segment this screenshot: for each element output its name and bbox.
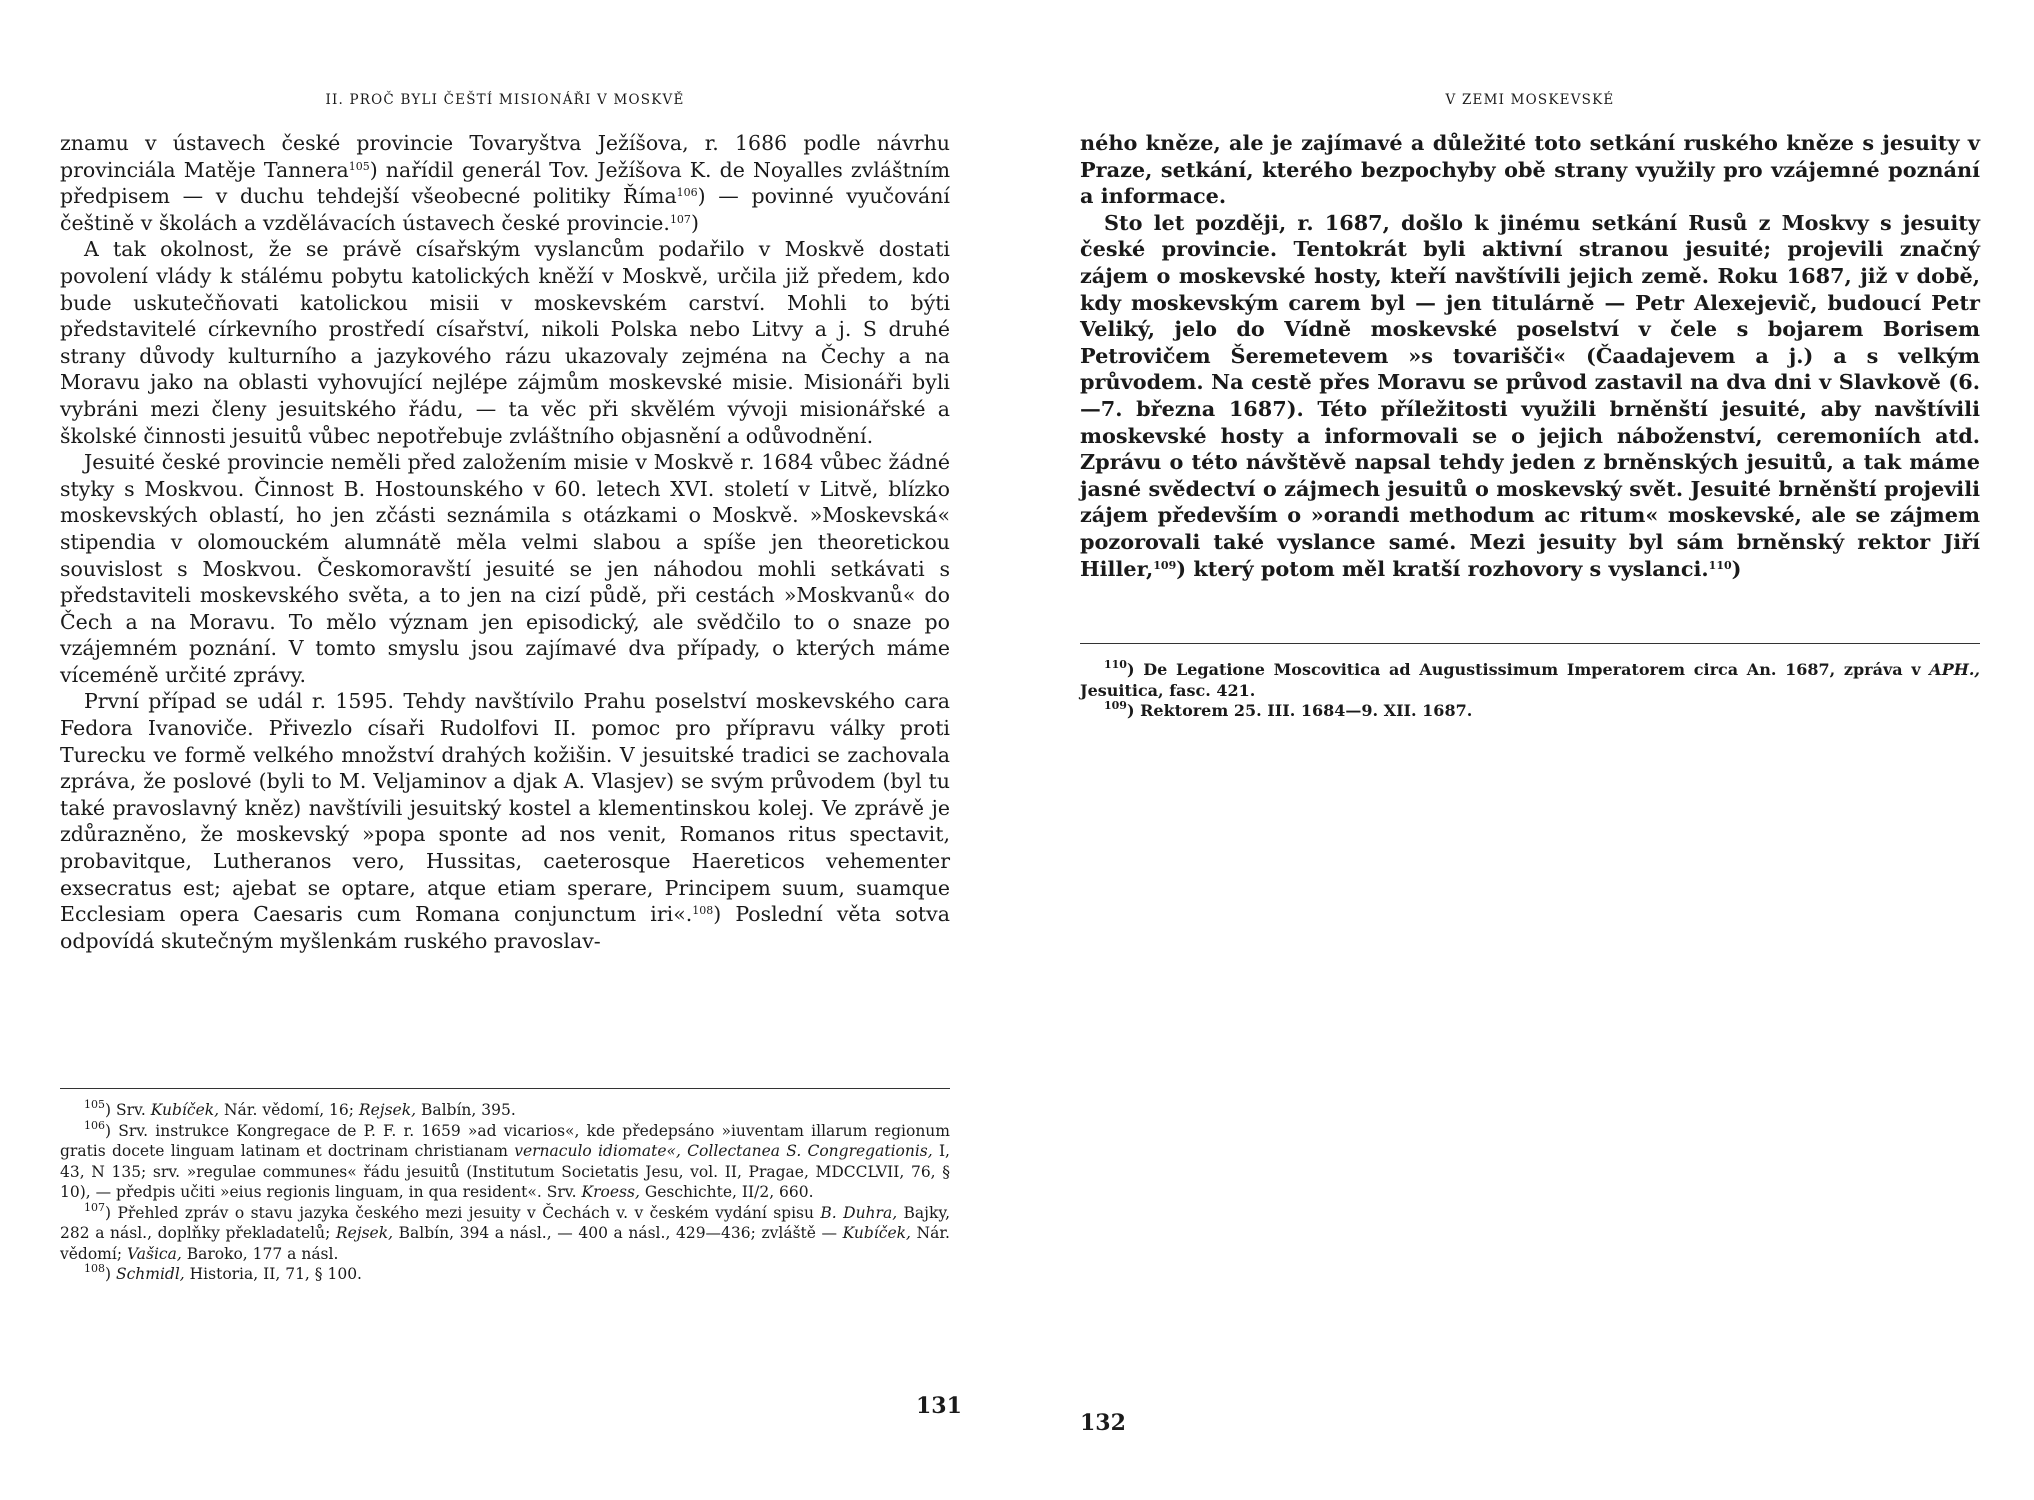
paragraph: Jesuité české provincie neměli před založením misie v Moskvě r. 1684 vůbec žádné styky s Moskvou. Činnost B. Hostounského v 60. letech XVI. století v Litvě, blízko moskevských oblastí, ho jen zčásti seznámila s otázkami o Moskvě. »Moskevská« stipendia v olomouckém alumnátě měla velmi slabou a spíše jen theoretickou souvislost s Moskvou. Českomoravští jesuité se jen náhodou mohli setkávati s představiteli moskevského světa, a to jen na cizí půdě, při cestách »Moskvanů« do Čech a na Moravu. To mělo význam jen episodický, ale svědčilo to o snaze po vzájemném poznání. V tomto smyslu jsou zajímavé dva případy, o kterých máme víceméně určité zprávy.: [60, 450, 950, 687]
footnote: $^{107}$) Přehled zpráv o stavu jazyka českého mezi jesuity v Čechách v. v českém vydání spisu B. Duhra, Bajky, 282 a násl., doplňky překladatelů; Rejsek, Balbín, 394 a násl., — 400 a násl., 429—436; zvláště — Kubíček, Nár. vědomí; Vašica, Baroko, 177 a násl.: [60, 1200, 951, 1263]
paragraph: První případ se udál r. 1595. Tehdy navštívilo Prahu poselství moskevského cara Fedora Ivanoviče. Přivezlo císaři Rudolfovi II. pomoc pro přípravu války proti Turecku ve formě velkého množství drahých kožišin. V jesuitské tradici se zachovala zpráva, že poslové (byli to M. Veljaminov a djak A. Vlasjev) se svým průvodem (byl tu také pravoslavný kněz) navštívili jesuitský kostel a klementinskou kolej. Ve zprávě je zdůrazněno, že moskevský »popa sponte ad nos venit, Romanos ritus spectavit, probavitque, Lutheranos vero, Hussitas, caeterosque Haereticos vehementer exsecratus est; ajebat se optare, atque etiam sperare, Principem suum, suamque Ecclesiam opera Caesaris cum Romana conjunctum iri«.$^{108}$) Poslední věta sotva odpovídá skutečným myšlenkám ruského pravoslav-: [60, 689, 950, 953]
paragraph: A tak okolnost, že se právě císařským vyslancům podařilo v Moskvě dostati povolení vlády k stálému pobytu katolických kněží v Moskvě, určila již předem, kdo bude uskutečňovati katolickou misii v moskevském carství. Mohli to býti představitelé církevního prostředí císařství, nikoli Polska nebo Litvy a j. S druhé strany důvody kulturního a jazykového rázu ukazovaly zejména na Čechy a na Moravu jako na oblasti vyhovující nejlépe zájmům moskevské misie. Misionáři byli vybráni mezi členy jesuitského řádu, — ta věc při skvělém vývoji misionářské a školské činnosti jesuitů vůbec nepotřebuje zvláštního objasnění a odůvodnění.: [60, 237, 950, 448]
footnotes-right: [1080, 660, 1980, 722]
running-header-right: V ZEMI MOSKEVSKÉ: [1445, 92, 1615, 108]
paragraph: znamu v ústavech české provincie Tovaryštva Ježíšova, r. 1686 podle návrhu provinciála Matěje Tannera$^{105}$) nařídil generál Tov. Ježíšova K. de Noyalles zvláštním předpisem — v duchu tehdejší všeobecné politiky Říma$^{106}$) — povinné vyučování češtině v školách a vzdělávacích ústavech české provincie.$^{107}$): [60, 131, 951, 235]
footnote-ref[interactable]: 107: [669, 212, 691, 226]
footnote: $^{105}$) Srv. Kubíček, Nár. vědomí, 16; Rejsek, Balbín, 395.: [84, 1098, 516, 1119]
footnote-separator: [60, 1088, 950, 1089]
footnotes-left: [60, 1100, 950, 1285]
page-number: 131: [916, 1393, 962, 1419]
running-header-left: II. PROČ BYLI ČEŠTÍ MISIONÁŘI V MOSKVĚ: [325, 92, 685, 108]
footnote: $^{109}$) Rektorem 25. III. 1684—9. XII. 1687.: [1104, 699, 1473, 720]
page-number: 132: [1080, 1410, 1126, 1436]
paragraph: Sto let později, r. 1687, došlo k jinému setkání Rusů z Moskvy s jesuity české provincie. Tentokrát byli aktivní stranou jesuité; projevili značný zájem o moskevské hosty, kteří navštívili jejich země. Roku 1687, již v době, kdy moskevským carem byl — jen titulárně — Petr Alexejevič, budoucí Petr Veliký, jelo do Vídně moskevské poselství v čele s bojarem Borisem Petrovičem Šeremetevem »s tovarišči« (Čaadajevem a j.) a s velkým průvodem. Na cestě přes Moravu se průvod zastavil na dva dni v Slavkově (6.—7. března 1687). Této příležitosti využili brněnští jesuité, aby navštívili moskevské hosty a informovali se o jejich náboženství, ceremoniích atd. Zprávu o této návštěvě napsal tehdy jeden z brněnských jesuitů, a tak máme jasné svědectví o zájmech jesuitů o moskevský svět. Jesuité brněnští projevili zájem především o »orandi methodum ac ritum« moskevské, ale se zájmem pozorovali také vyslance samé. Mezi jesuity byl sám brněnský rektor Jiří Hiller,$^{109}$) který potom měl kratší rozhovory s vyslanci.$^{110}$): [1080, 209, 1980, 581]
footnote: $^{106}$) Srv. instrukce Kongregace de P. F. r. 1659 »ad vicarios«, kde předepsáno »iuventam illarum regionum gratis docete linguam latinam et doctrinam christianam vernaculo idiomate«, Collectanea S. Congregationis, I, 43, N 135; srv. »regulae communes« řádu jesuitů (Institutum Societatis Jesu, vol. II, Pragae, MDCCLVII, 76, § 10), — předpis učiti »eius regionis linguam, in qua resident«. Srv. Kroess, Geschichte, II/2, 660.: [60, 1118, 950, 1201]
right-page: [1080, 0, 1980, 1500]
footnote-ref[interactable]: 110: [1708, 558, 1732, 572]
body-text-right: [1080, 130, 1980, 582]
footnote-ref[interactable]: 108: [692, 904, 714, 918]
paragraph: ného kněze, ale je zajímavé a důležité toto setkání ruského kněze s jesuity v Praze, setkání, kterého bezpochyby obě strany využily pro vzájemné poznání a informace.: [1080, 130, 1980, 209]
footnote: $^{110}$) De Legatione Moscovitica ad Augustissimum Imperatorem circa An. 1687, zpráva v APH., Jesuitica, fasc. 421.: [1080, 658, 1980, 700]
footnote: $^{108}$) Schmidl, Historia, II, 71, § 100.: [84, 1262, 362, 1283]
footnote-separator: [1080, 643, 1980, 644]
left-page: [60, 0, 962, 1500]
footnote-ref[interactable]: 105: [348, 159, 370, 173]
body-text-left: [60, 130, 950, 954]
footnote-ref[interactable]: 109: [1153, 558, 1177, 572]
footnote-ref[interactable]: 106: [676, 186, 698, 200]
